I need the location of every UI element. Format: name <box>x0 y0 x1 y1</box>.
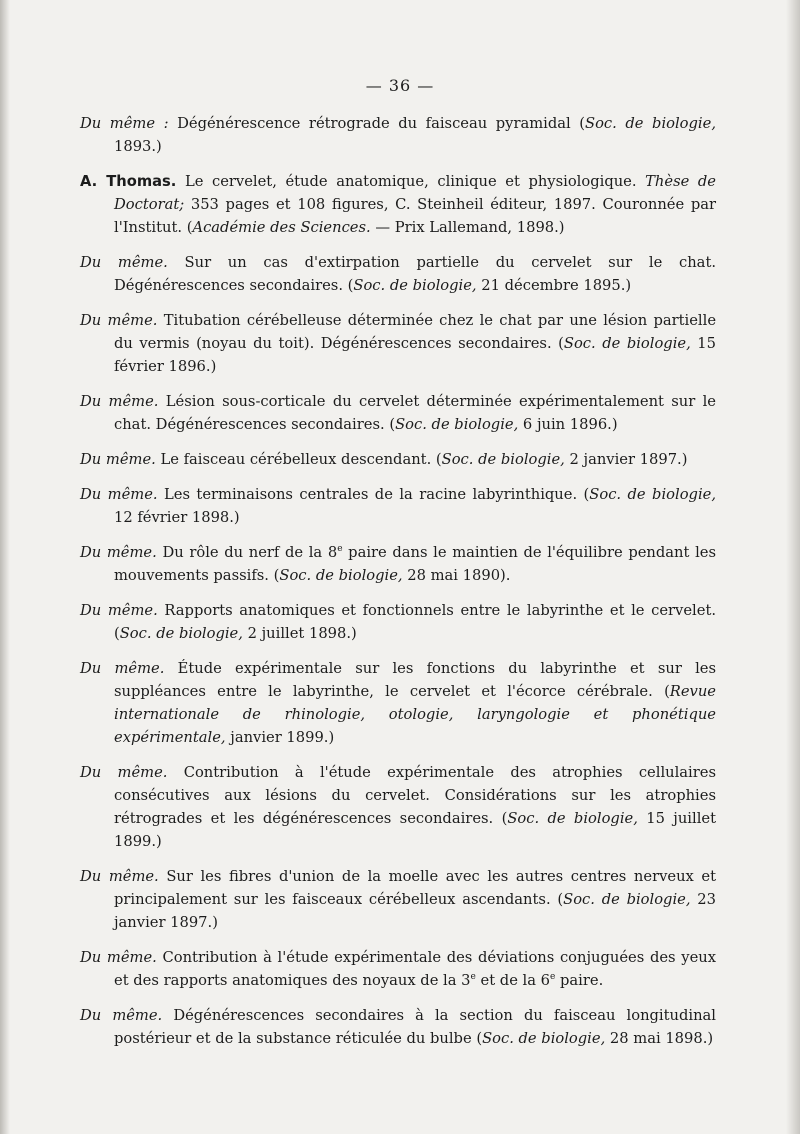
bibliography-entry <box>80 1004 716 1050</box>
entry-thesis: Thèse de Doctorat; <box>114 173 716 213</box>
entry-author: Du même. <box>80 486 158 503</box>
entry-date: — Prix Lallemand, 1898.) <box>370 219 565 236</box>
ordinal-superscript: e <box>470 972 476 983</box>
entry-text: Étude expérimentale sur les fonctions du labyrinthe et sur les suppléances entre le labyrinthe, le cervelet et l'écorce cérébrale. ( <box>114 660 716 700</box>
bibliography-list <box>80 112 716 1062</box>
entry-text: paire dans le maintien de l'équilibre pendant les mouvements passifs. ( <box>114 544 716 584</box>
entry-author: Du même. <box>80 868 159 885</box>
bibliography-entry <box>80 541 716 587</box>
entry-text: 353 pages et 108 figures, C. Steinheil éditeur, 1897. Couronnée par l'Institut. ( <box>114 196 716 236</box>
entry-source: Soc. de biologie, <box>441 451 565 468</box>
entry-source: Soc. de biologie, <box>395 416 519 433</box>
bibliography-entry <box>80 599 716 645</box>
entry-text: Du rôle du nerf de la 8 <box>156 544 338 561</box>
entry-date: 15 février 1896.) <box>114 335 716 375</box>
page-edge-left <box>0 0 10 1134</box>
entry-source: Soc. de biologie, <box>563 891 691 908</box>
bibliography-entry <box>80 112 716 158</box>
entry-date: 23 janvier 1897.) <box>114 891 716 931</box>
bibliography-entry <box>80 865 716 934</box>
bibliography-entry <box>80 390 716 436</box>
entry-source: Soc. de biologie, <box>482 1030 606 1047</box>
entry-author: Du même. <box>80 764 168 781</box>
entry-date: 28 mai 1890). <box>402 567 511 584</box>
entry-text: Le cervelet, étude anatomique, clinique et physiologique. <box>176 173 646 190</box>
entry-source: Revue internationale de rhinologie, otologie, laryngologie et phonétique expérimentale, <box>114 683 716 746</box>
entry-text: et de la 6 <box>475 972 551 989</box>
entry-author: Du même : <box>80 115 169 132</box>
entry-author: A. Thomas. <box>80 173 177 190</box>
ordinal-superscript: e <box>337 544 343 555</box>
entry-source: Soc. de biologie, <box>589 486 716 503</box>
entry-date: 12 février 1898.) <box>114 509 240 526</box>
entry-text: paire. <box>555 972 604 989</box>
entry-text: Dégénérescences secondaires à la section du faisceau longitudinal postérieur et de la substance réticulée du bulbe ( <box>114 1007 716 1047</box>
ordinal-superscript: e <box>550 972 556 983</box>
page-number: — 36 — <box>365 76 435 95</box>
entry-text: Dégénérescence rétrograde du faisceau pyramidal ( <box>168 115 586 132</box>
entry-author: Du même. <box>80 1007 163 1024</box>
entry-author: Du même. <box>80 451 156 468</box>
entry-date: 2 janvier 1897.) <box>564 451 688 468</box>
entry-source: Soc. de biologie, <box>353 277 477 294</box>
entry-source: Soc. de biologie, <box>507 810 638 827</box>
entry-source: Soc. de biologie, <box>279 567 403 584</box>
entry-date: 28 mai 1898.) <box>605 1030 714 1047</box>
entry-text: Titubation cérébelleuse déterminée chez le chat par une lésion partielle du vermis (noyau du toit). Dégénérescences secondaires. ( <box>114 312 717 352</box>
entry-source: Soc. de biologie, <box>563 335 691 352</box>
entry-source: Soc. de biologie, <box>119 625 243 642</box>
entry-date: 2 juillet 1898.) <box>242 625 357 642</box>
entry-date: 21 décembre 1895.) <box>476 277 632 294</box>
bibliography-entry <box>80 309 716 378</box>
entry-text: Contribution à l'étude expérimentale des déviations conjuguées des yeux et des rapports anatomiques des noyaux de la 3 <box>114 949 716 989</box>
entry-text: Le faisceau cérébelleux descendant. ( <box>155 451 442 468</box>
bibliography-entry <box>80 657 716 749</box>
entry-text: Sur un cas d'extirpation partielle du cervelet sur le chat. Dégénérescences secondaires. ( <box>114 254 717 294</box>
bibliography-entry <box>80 483 716 529</box>
bibliography-entry <box>80 448 716 471</box>
entry-text: Lésion sous-corticale du cervelet déterminée expérimentalement sur le chat. Dégénérescences secondaires. ( <box>114 393 716 433</box>
entry-text: Rapports anatomiques et fonctionnels entre le labyrinthe et le cervelet. ( <box>114 602 717 642</box>
entry-date: 15 juillet 1899.) <box>114 810 716 850</box>
entry-author: Du même. <box>80 602 158 619</box>
entry-author: Du même. <box>80 254 168 271</box>
entry-date: janvier 1899.) <box>225 729 335 746</box>
entry-source: Soc. de biologie, <box>585 115 716 132</box>
entry-date: 6 juin 1896.) <box>518 416 618 433</box>
bibliography-entry <box>80 761 716 853</box>
entry-text: Les terminaisons centrales de la racine labyrinthique. ( <box>157 486 590 503</box>
entry-author: Du même. <box>80 312 158 329</box>
entry-author: Du même. <box>80 949 157 966</box>
entry-author: Du même. <box>80 393 159 410</box>
bibliography-entry <box>80 170 716 239</box>
entry-text: Sur les fibres d'union de la moelle avec les autres centres nerveux et principalement sur les faisceaux cérébelleux ascendants. ( <box>114 868 716 908</box>
entry-author: Du même. <box>80 660 165 677</box>
bibliography-entry <box>80 946 716 992</box>
entry-date: 1893.) <box>114 138 162 155</box>
bibliography-entry <box>80 251 716 297</box>
page-edge-right <box>786 0 800 1134</box>
entry-source: Académie des Sciences. <box>192 219 371 236</box>
entry-text: Contribution à l'étude expérimentale des atrophies cellulaires consécutives aux lésions du cervelet. Considérations sur les atrophies rétrogrades et les dégénérescences secondaires. ( <box>114 764 717 827</box>
entry-author: Du même. <box>80 544 157 561</box>
